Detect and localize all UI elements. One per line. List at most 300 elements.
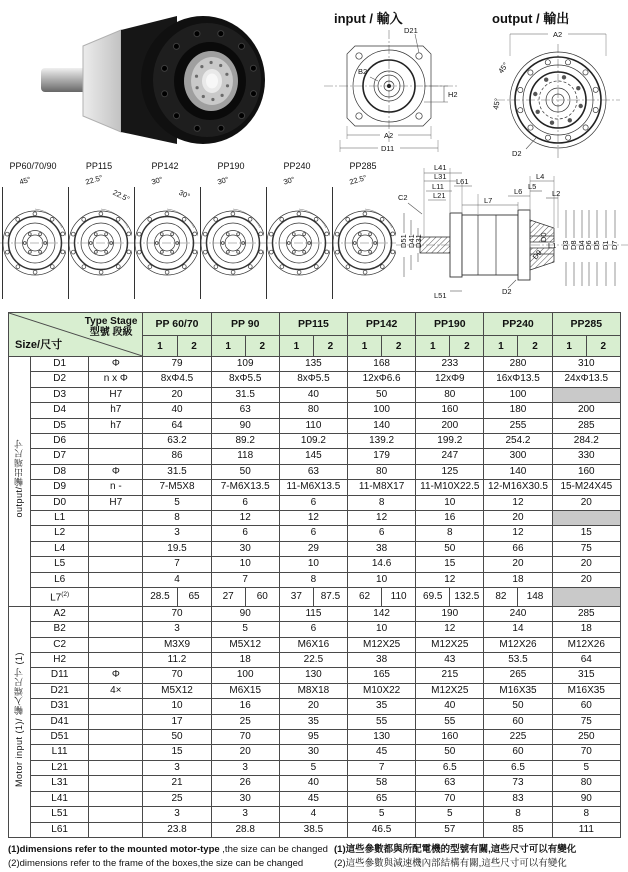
- cell: 55: [348, 714, 416, 729]
- row-name: D7: [31, 449, 89, 464]
- cell: 18: [484, 572, 552, 587]
- cell: 35: [279, 714, 347, 729]
- cell: 3: [143, 807, 211, 822]
- cell: 12: [348, 511, 416, 526]
- cell: 20: [143, 387, 211, 402]
- row-name: D4: [31, 403, 89, 418]
- cell: 284.2: [552, 434, 620, 449]
- row-name: D3: [31, 387, 89, 402]
- cell: 90: [552, 791, 620, 806]
- cell: 73: [484, 776, 552, 791]
- dim-label: L11: [432, 182, 444, 191]
- cell: 142: [348, 606, 416, 621]
- cell: M12X26: [552, 637, 620, 652]
- cell: 115: [279, 606, 347, 621]
- cell: 38: [348, 653, 416, 668]
- cell: 15: [552, 526, 620, 541]
- cell: 8: [416, 526, 484, 541]
- cell: 6: [279, 495, 347, 510]
- output-flange-section: [518, 210, 530, 280]
- row-name: H2: [31, 653, 89, 668]
- row-symbol: [89, 572, 143, 587]
- stage-header: 1: [552, 336, 586, 357]
- row-name: L7$^{(2)}$: [31, 588, 89, 607]
- cell: 20: [552, 572, 620, 587]
- footnote-en-2: (2)dimensions refer to the frame of the boxes,the size can be changed: [8, 857, 304, 869]
- table-row-h2: [9, 653, 621, 668]
- cell: M6X16: [279, 637, 347, 652]
- row-symbol: H7: [89, 387, 143, 402]
- dim-label: L61: [456, 177, 469, 186]
- cell: 10: [279, 557, 347, 572]
- cell: 8: [143, 511, 211, 526]
- table-row-l6: [9, 572, 621, 587]
- cell: M3X9: [143, 637, 211, 652]
- model-column-pp285: PP285: [552, 313, 620, 336]
- cell: 285: [552, 606, 620, 621]
- model-column-pp240: PP240: [484, 313, 552, 336]
- cell: 140: [348, 418, 416, 433]
- dim-label: C2: [398, 193, 408, 202]
- table-row-l7: [9, 588, 621, 607]
- row-symbol: [89, 606, 143, 621]
- cell: 22.5: [279, 653, 347, 668]
- cell: 17: [143, 714, 211, 729]
- cell: 8xΦ4.5: [143, 372, 211, 387]
- dim-label: L51: [434, 291, 447, 300]
- cell: 145: [279, 449, 347, 464]
- cell: 63: [416, 776, 484, 791]
- cell: 21: [143, 776, 211, 791]
- cell: 20: [211, 745, 279, 760]
- row-name: L11: [31, 745, 89, 760]
- cell: 330: [552, 449, 620, 464]
- dim-label: D0: [539, 232, 548, 242]
- cell: 100: [211, 668, 279, 683]
- row-symbol: [89, 434, 143, 449]
- footnotes-english: [8, 843, 328, 870]
- dim-label: D5: [592, 240, 601, 250]
- cell-not-available: [552, 588, 620, 607]
- row-symbol: [89, 714, 143, 729]
- row-symbol: H7: [89, 495, 143, 510]
- cell: 80: [348, 464, 416, 479]
- footnote-cn-2: (2)這些參數與減速機內部結構有關,這些尺寸可以有變化: [334, 857, 567, 869]
- row-symbol: h7: [89, 418, 143, 433]
- cell: 60: [245, 588, 279, 607]
- cell: 11-M8X17: [348, 480, 416, 495]
- stage-header: 2: [313, 336, 347, 357]
- cell: 40: [279, 387, 347, 402]
- cell: 25: [211, 714, 279, 729]
- cell: 160: [552, 464, 620, 479]
- row-name: D9: [31, 480, 89, 495]
- angle-label: 22.5°: [111, 187, 132, 204]
- angle-label: 30°: [282, 174, 296, 187]
- cell: 60: [484, 714, 552, 729]
- cell: 19.5: [143, 541, 211, 556]
- cell: 11-M6X13.5: [279, 480, 347, 495]
- cell: 53.5: [484, 653, 552, 668]
- cell: 23.8: [143, 822, 211, 837]
- cell: 50: [416, 541, 484, 556]
- row-name: D31: [31, 699, 89, 714]
- row-name: D8: [31, 464, 89, 479]
- cell: 20: [484, 557, 552, 572]
- cell: 5: [416, 807, 484, 822]
- cell: 50: [211, 464, 279, 479]
- cell: 12: [416, 572, 484, 587]
- row-name: L31: [31, 776, 89, 791]
- cell: 12xΦ6.6: [348, 372, 416, 387]
- row-symbol: [89, 730, 143, 745]
- dim-label: D1: [601, 240, 610, 250]
- stage-header: 1: [211, 336, 245, 357]
- cell: 280: [484, 357, 552, 372]
- stage-header: 1: [416, 336, 450, 357]
- row-name: L2: [31, 526, 89, 541]
- model-column-pp115: PP115: [279, 313, 347, 336]
- cell: 70: [552, 745, 620, 760]
- cell: 132.5: [450, 588, 484, 607]
- cell: 18: [211, 653, 279, 668]
- cell: 45: [348, 745, 416, 760]
- cell: 65: [348, 791, 416, 806]
- row-symbol: [89, 541, 143, 556]
- table-row-d11: [9, 668, 621, 683]
- cell: M6X15: [211, 683, 279, 698]
- cell: 12xΦ9: [416, 372, 484, 387]
- cell: 12: [279, 511, 347, 526]
- cell: 15: [143, 745, 211, 760]
- group-label: Motor input (1)/ 輸入端尺寸 (1): [9, 606, 31, 837]
- cell: 87.5: [313, 588, 347, 607]
- cell: 5: [552, 760, 620, 775]
- cell: 50: [348, 387, 416, 402]
- row-symbol: [89, 557, 143, 572]
- input-shaft-section: [420, 237, 450, 253]
- cell: 28.8: [211, 822, 279, 837]
- cell: 20: [552, 495, 620, 510]
- cell: 135: [279, 357, 347, 372]
- cell: 110: [279, 418, 347, 433]
- footnote-en-1: (1)dimensions refer to the mounted motor-type ,the size can be changed: [8, 844, 328, 855]
- table-row-a2: [9, 606, 621, 621]
- cell: 111: [552, 822, 620, 837]
- cell: M16X35: [484, 683, 552, 698]
- row-symbol: [89, 760, 143, 775]
- cell: 45: [279, 791, 347, 806]
- cell: 20: [552, 557, 620, 572]
- cell: 63: [211, 403, 279, 418]
- cell: 18: [552, 622, 620, 637]
- cell: 64: [143, 418, 211, 433]
- cell: 254.2: [484, 434, 552, 449]
- cell: 6: [211, 526, 279, 541]
- cell: 16: [211, 699, 279, 714]
- cell: 3: [211, 760, 279, 775]
- cell-not-available: [552, 387, 620, 402]
- cell: 225: [484, 730, 552, 745]
- cell: 29: [279, 541, 347, 556]
- cell: 66: [484, 541, 552, 556]
- cell: 7: [348, 760, 416, 775]
- row-name: L6: [31, 572, 89, 587]
- angle-label: 30°: [150, 174, 164, 187]
- model-column-pp190: PP190: [416, 313, 484, 336]
- table-row-d31: [9, 699, 621, 714]
- row-symbol: [89, 745, 143, 760]
- stage-header: 2: [586, 336, 620, 357]
- cell: 14.6: [348, 557, 416, 572]
- cell: 110: [382, 588, 416, 607]
- cell: 8: [348, 495, 416, 510]
- cell: 7: [211, 572, 279, 587]
- cell: 64: [552, 653, 620, 668]
- dim-label: D51: [399, 234, 408, 248]
- face-view-label: PP285: [349, 161, 377, 171]
- cell: 265: [484, 668, 552, 683]
- body-section: [462, 215, 518, 275]
- cell: 3: [143, 622, 211, 637]
- row-name: D21: [31, 683, 89, 698]
- dim-label-a2-out: A2: [553, 30, 563, 39]
- cell: 165: [348, 668, 416, 683]
- row-name: C2: [31, 637, 89, 652]
- cell: 5: [143, 495, 211, 510]
- cell: 148: [518, 588, 552, 607]
- dim-label: L5: [528, 182, 537, 191]
- dim-label: D6: [584, 240, 593, 250]
- table-row-l4: [9, 541, 621, 556]
- cell-not-available: [552, 511, 620, 526]
- cell: 14: [484, 622, 552, 637]
- cell: 31.5: [211, 387, 279, 402]
- dim-label: D7: [610, 240, 619, 250]
- row-symbol: n x Φ: [89, 372, 143, 387]
- cell: 40: [416, 699, 484, 714]
- table-row-d9: [9, 480, 621, 495]
- row-symbol: Φ: [89, 357, 143, 372]
- cell: 200: [552, 403, 620, 418]
- table-row-l61: [9, 822, 621, 837]
- table-row-l1: [9, 511, 621, 526]
- cell: 8: [279, 572, 347, 587]
- dim-label-d2: D2: [512, 149, 522, 158]
- dim-label-angle1: 45°: [496, 60, 511, 76]
- cell: 233: [416, 357, 484, 372]
- table-row-d7: [9, 449, 621, 464]
- cell: 250: [552, 730, 620, 745]
- cell: 139.2: [348, 434, 416, 449]
- table-row-d8: [9, 464, 621, 479]
- angle-label: 22.5°: [84, 173, 104, 187]
- cell: 75: [552, 714, 620, 729]
- cell: 4: [143, 572, 211, 587]
- cell: 28.5: [143, 588, 177, 607]
- cell: 57: [416, 822, 484, 837]
- cross-section-drawing: [396, 158, 628, 308]
- dim-label: L6: [514, 187, 523, 196]
- cell: 7-M6X13.5: [211, 480, 279, 495]
- row-symbol: [89, 511, 143, 526]
- cell: 118: [211, 449, 279, 464]
- row-name: D1: [31, 357, 89, 372]
- table-row-d5: [9, 418, 621, 433]
- cell: M5X12: [143, 683, 211, 698]
- cell: 95: [279, 730, 347, 745]
- row-symbol: [89, 776, 143, 791]
- cell: 75: [552, 541, 620, 556]
- stage-header: 2: [177, 336, 211, 357]
- cell: 109: [211, 357, 279, 372]
- input-flange-section: [450, 213, 462, 277]
- cell: 15: [416, 557, 484, 572]
- cell: 70: [143, 606, 211, 621]
- cell: 63.2: [143, 434, 211, 449]
- row-symbol: [89, 588, 143, 607]
- table-row-b2: [9, 622, 621, 637]
- row-symbol: 4×: [89, 683, 143, 698]
- cell: 63: [279, 464, 347, 479]
- dim-label: D4: [577, 240, 586, 250]
- face-view-pp190: [198, 160, 264, 312]
- cell: M10X22: [348, 683, 416, 698]
- table-row-d0: [9, 495, 621, 510]
- dim-label: D3: [561, 240, 570, 250]
- table-row-l51: [9, 807, 621, 822]
- cell: 38.5: [279, 822, 347, 837]
- cell: 70: [416, 791, 484, 806]
- cell: 38: [348, 541, 416, 556]
- dim-label: D8: [569, 240, 578, 250]
- cell: M5X12: [211, 637, 279, 652]
- cell: 10: [416, 495, 484, 510]
- dim-label: L1: [548, 241, 557, 250]
- table-corner-cell: [9, 313, 143, 357]
- row-symbol: Φ: [89, 464, 143, 479]
- cell: 79: [143, 357, 211, 372]
- dim-label: L21: [433, 191, 446, 200]
- stage-header: 1: [143, 336, 177, 357]
- product-photo-3d-gearbox: [25, 4, 297, 156]
- cell: 3: [143, 526, 211, 541]
- cell: 8xΦ5.5: [211, 372, 279, 387]
- row-name: D41: [31, 714, 89, 729]
- cell: 20: [279, 699, 347, 714]
- stage-header: 2: [245, 336, 279, 357]
- face-view-label: PP142: [151, 161, 179, 171]
- dim-label-d11: D11: [381, 144, 395, 153]
- table-row-d41: [9, 714, 621, 729]
- cell: 20: [484, 511, 552, 526]
- cell: 10: [348, 572, 416, 587]
- cell: 200: [416, 418, 484, 433]
- cell: 80: [279, 403, 347, 418]
- face-view-label: PP190: [217, 161, 245, 171]
- input-view-drawing: [318, 22, 468, 162]
- table-row-l2: [9, 526, 621, 541]
- mounting-plate: [83, 30, 121, 132]
- cell: 310: [552, 357, 620, 372]
- input-view-title: input / 輸入: [334, 11, 403, 26]
- cell: 11.2: [143, 653, 211, 668]
- cell: 215: [416, 668, 484, 683]
- row-name: L41: [31, 791, 89, 806]
- table-row-d1: [9, 357, 621, 372]
- table-row-d51: [9, 730, 621, 745]
- row-symbol: [89, 822, 143, 837]
- cell: 5: [211, 622, 279, 637]
- cell: 3: [211, 807, 279, 822]
- cell: 285: [552, 418, 620, 433]
- table-row-d2: [9, 372, 621, 387]
- row-name: D51: [31, 730, 89, 745]
- cell: 6.5: [484, 760, 552, 775]
- row-name: D2: [31, 372, 89, 387]
- output-view-drawing: [486, 22, 626, 162]
- table-row-l31: [9, 776, 621, 791]
- dim-label: L7: [484, 196, 493, 205]
- cell: M12X25: [348, 637, 416, 652]
- face-view-pp285: [330, 160, 396, 312]
- cell: 12: [484, 495, 552, 510]
- cell: 160: [416, 403, 484, 418]
- row-symbol: [89, 807, 143, 822]
- cell: 26: [211, 776, 279, 791]
- stage-header: 2: [382, 336, 416, 357]
- cell: 12: [416, 622, 484, 637]
- cell: 89.2: [211, 434, 279, 449]
- cell: 90: [211, 606, 279, 621]
- cell: 70: [143, 668, 211, 683]
- face-view-label: PP240: [283, 161, 311, 171]
- cell: M12X26: [484, 637, 552, 652]
- cell: 109.2: [279, 434, 347, 449]
- dim-label-h2: H2: [448, 90, 458, 99]
- cell: 5: [348, 807, 416, 822]
- dim-label: L2: [552, 189, 561, 198]
- table-row-c2: [9, 637, 621, 652]
- stage-header: 2: [518, 336, 552, 357]
- cell: 100: [484, 387, 552, 402]
- row-symbol: [89, 699, 143, 714]
- cell: 6: [279, 622, 347, 637]
- dim-label-a2: A2: [384, 131, 394, 140]
- cell: 35: [348, 699, 416, 714]
- cell: 80: [416, 387, 484, 402]
- cell: 10: [143, 699, 211, 714]
- cell: 30: [211, 541, 279, 556]
- group-label: output/輸出端尺寸: [9, 357, 31, 607]
- cell: 50: [143, 730, 211, 745]
- row-symbol: [89, 653, 143, 668]
- cell: 7-M5X8: [143, 480, 211, 495]
- cell: 240: [484, 606, 552, 621]
- angle-label: 22.5°: [348, 173, 368, 187]
- model-column-pp142: PP142: [348, 313, 416, 336]
- dim-label: L41: [434, 163, 447, 172]
- cell: 315: [552, 668, 620, 683]
- row-name: L4: [31, 541, 89, 556]
- cell: 55: [416, 714, 484, 729]
- stage-header: 1: [279, 336, 313, 357]
- row-name: L21: [31, 760, 89, 775]
- cell: 40: [143, 403, 211, 418]
- face-view-pp240: [264, 160, 330, 312]
- cell: 6: [211, 495, 279, 510]
- cell: 58: [348, 776, 416, 791]
